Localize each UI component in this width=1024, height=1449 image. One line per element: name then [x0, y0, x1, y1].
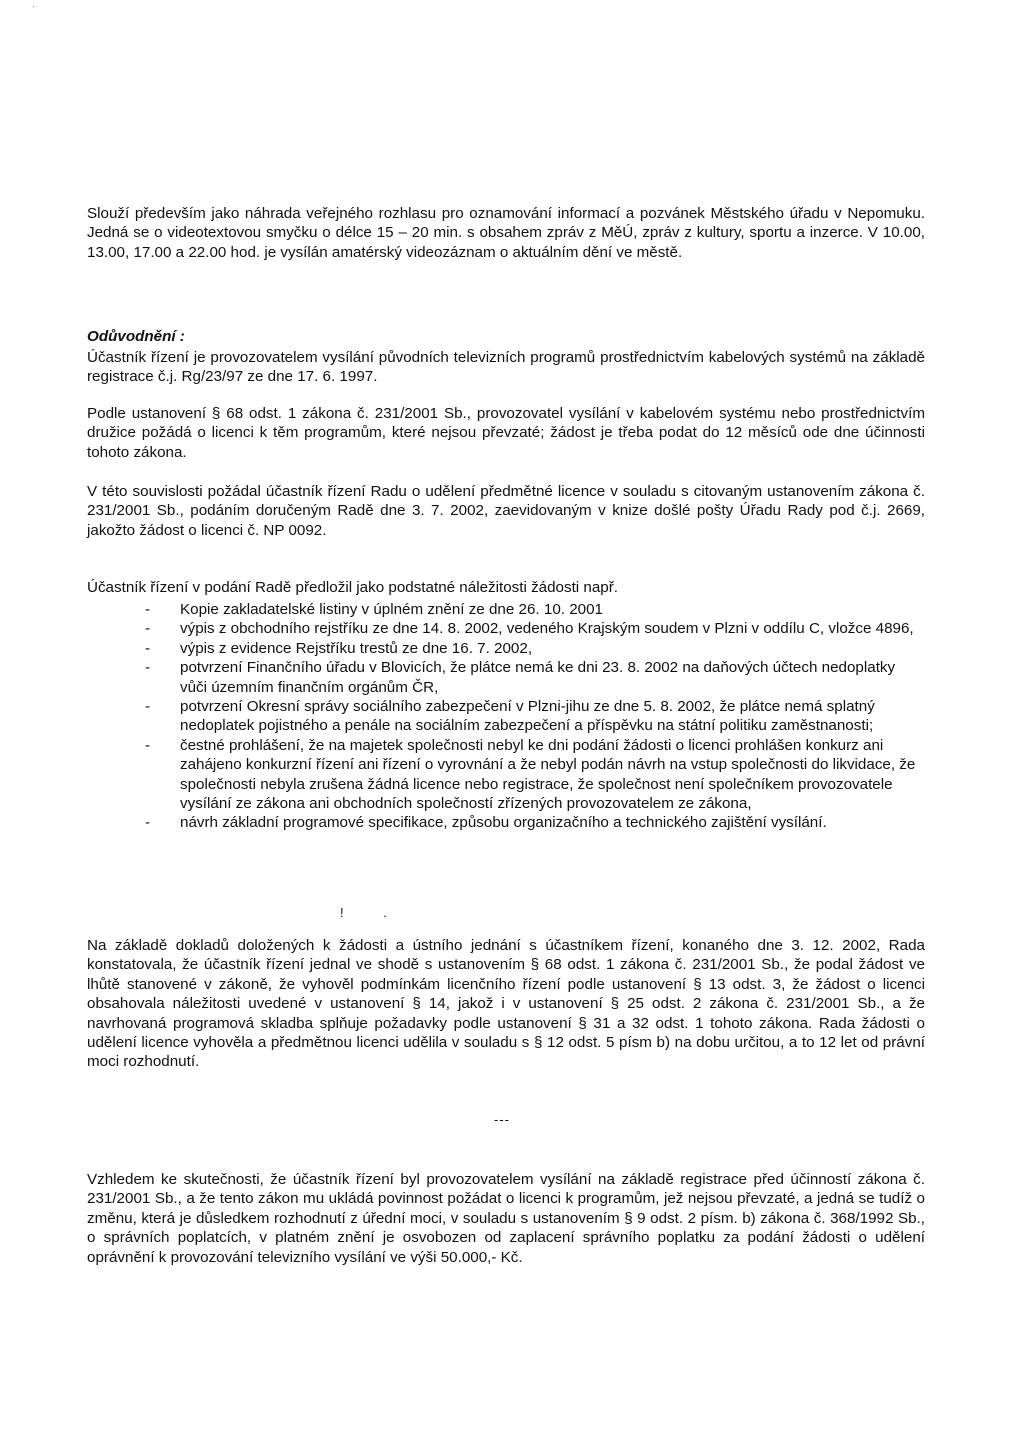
- list-dash: -: [145, 639, 151, 657]
- list-item-text: návrh základní programové specifikace, způsobu organizačního a technického zajištění vysílání.: [180, 814, 827, 832]
- list-item-text: výpis z evidence Rejstříku trestů ze dne 16. 7. 2002,: [180, 639, 533, 657]
- paragraph-submitted-documents: Účastník řízení v podání Radě předložil jako podstatné náležitosti žádosti např.: [87, 579, 619, 596]
- list-item-text: výpis z obchodního rejstříku ze dne 14. 8. 2002, vedeného Krajským soudem v Plzni v oddílu C, vložce 4896,: [180, 620, 914, 638]
- list-item: [87, 658, 925, 697]
- paragraph-legal-basis: Podle ustanovení § 68 odst. 1 zákona č. 231/2001 Sb., provozovatel vysílání v kabelovém systému nebo prostřednictvím družice požádá o licenci k těm programům, které nejsou převzaté; žádost je třeba podat do 12 měsíců ode dne účinnosti tohoto zákona.: [87, 405, 925, 461]
- scan-specks: ! .: [340, 905, 405, 920]
- list-item: [87, 736, 925, 814]
- list-dash: -: [145, 620, 151, 638]
- list-dash: -: [145, 814, 151, 832]
- list-item: [87, 600, 925, 619]
- list-item: [87, 697, 925, 736]
- paragraph-application: V této souvislosti požádal účastník řízení Radu o udělení předmětné licence v souladu s citovaným ustanovením zákona č. 231/2001 Sb., podáním doručeným Radě dne 3. 7. 2002, zaevidovaným v knize došlé pošty Úřadu Rady pod č.j. 2669, jakožto žádost o licenci č. NP 0092.: [87, 483, 925, 539]
- section-separator: ---: [494, 1112, 510, 1127]
- list-item-text: potvrzení Okresní správy sociálního zabezpečení v Plzni-jihu ze dne 5. 8. 2002, že plátce nemá splatný nedoplatek pojistného a penále na sociálním zabezpečení a příspěvku na státní politiku zaměstnanosti;: [180, 698, 875, 735]
- paragraph-council-decision: Na základě dokladů doložených k žádosti a ústního jednání s účastníkem řízení, konaného dne 3. 12. 2002, Rada konstatovala, že účastník řízení jednal ve shodě s ustanovením § 68 odst. 1 zákona č. 231/2001 Sb., že podal žádost ve lhůtě stanovené v zákoně, že vyhověl podmínkám licenčního řízení podle ustanovení § 13 odst. 3, že žádost o licenci obsahovala náležitosti uvedené v ustanovení § 14, jakož i v ustanovení § 25 odst. 2 zákona č. 231/2001 Sb., a že navrhovaná programová skladba splňuje požadavky podle ustanovení § 31 a 32 odst. 1 tohoto zákona. Rada žádosti o udělení licence vyhověla a předmětnou licenci udělila v souladu s § 12 odst. 5 písm b) na dobu určitou, a to 12 let od právní moci rozhodnutí.: [87, 937, 925, 1071]
- list-item-text: potvrzení Finančního úřadu v Blovicích, že plátce nemá ke dni 23. 8. 2002 na daňových účtech nedoplatky vůči územním finančním orgánům ČR,: [180, 659, 896, 696]
- list-item-text: čestné prohlášení, že na majetek společnosti nebyl ke dni podání žádosti o licenci prohlášen konkurz ani zahájeno konkurzní řízení ani řízení o vyrovnání a že nebyl podán návrh na vstup společnosti do likvidace, že společnosti nebyla zrušena žádná licence nebo registrace, že společnost není společníkem provozovatele vysílání ze zákona ani obchodních společností zřízených provozovatelem ze zákona,: [180, 736, 916, 813]
- list-item: [87, 639, 925, 658]
- list-dash: -: [145, 736, 151, 754]
- paragraph-participant: Účastník řízení je provozovatelem vysílání původních televizních programů prostřednictvím kabelových systémů na základě registrace č.j. Rg/23/97 ze dne 17. 6. 1997.: [87, 349, 925, 386]
- list-dash: -: [145, 698, 151, 716]
- paragraph-description: Slouží především jako náhrada veřejného rozhlasu pro oznamování informací a pozvánek Městského úřadu v Nepomuku. Jedná se o videotextovou smyčku o délce 15 – 20 min. s obsahem zpráv z MěÚ, zpráv z kultury, sportu a inzerce. V 10.00, 13.00, 17.00 a 22.00 hod. je vysílán amatérský videozáznam o aktuálním dění ve městě.: [87, 205, 925, 261]
- list-item: [87, 619, 925, 638]
- list-item: [87, 813, 925, 832]
- paragraph-fee-exemption: Vzhledem ke skutečnosti, že účastník řízení byl provozovatelem vysílání na základě registrace před účinností zákona č. 231/2001 Sb., a že tento zákon mu ukládá povinnost požádat o licenci k programům, jež nejsou převzaté, a jedná se tudíž o změnu, která je důsledkem rozhodnutí z úřední moci, v souladu s ustanovením § 9 odst. 2 písm. b) zákona č. 368/1992 Sb., o správních poplatcích, v platném znění je osvobozen od zaplacení správního poplatku za podání žádosti o udělení oprávnění k provozování televizního vysílání ve výši 50.000,- Kč.: [87, 1171, 925, 1266]
- section-heading-justification: Odůvodnění :: [87, 328, 185, 345]
- list-dash: -: [145, 601, 151, 618]
- list-dash: -: [145, 659, 151, 677]
- scan-speck: ·: [32, 2, 35, 11]
- list-item-text: Kopie zakladatelské listiny v úplném znění ze dne 26. 10. 2001: [180, 601, 603, 618]
- submitted-documents-list: [87, 600, 925, 833]
